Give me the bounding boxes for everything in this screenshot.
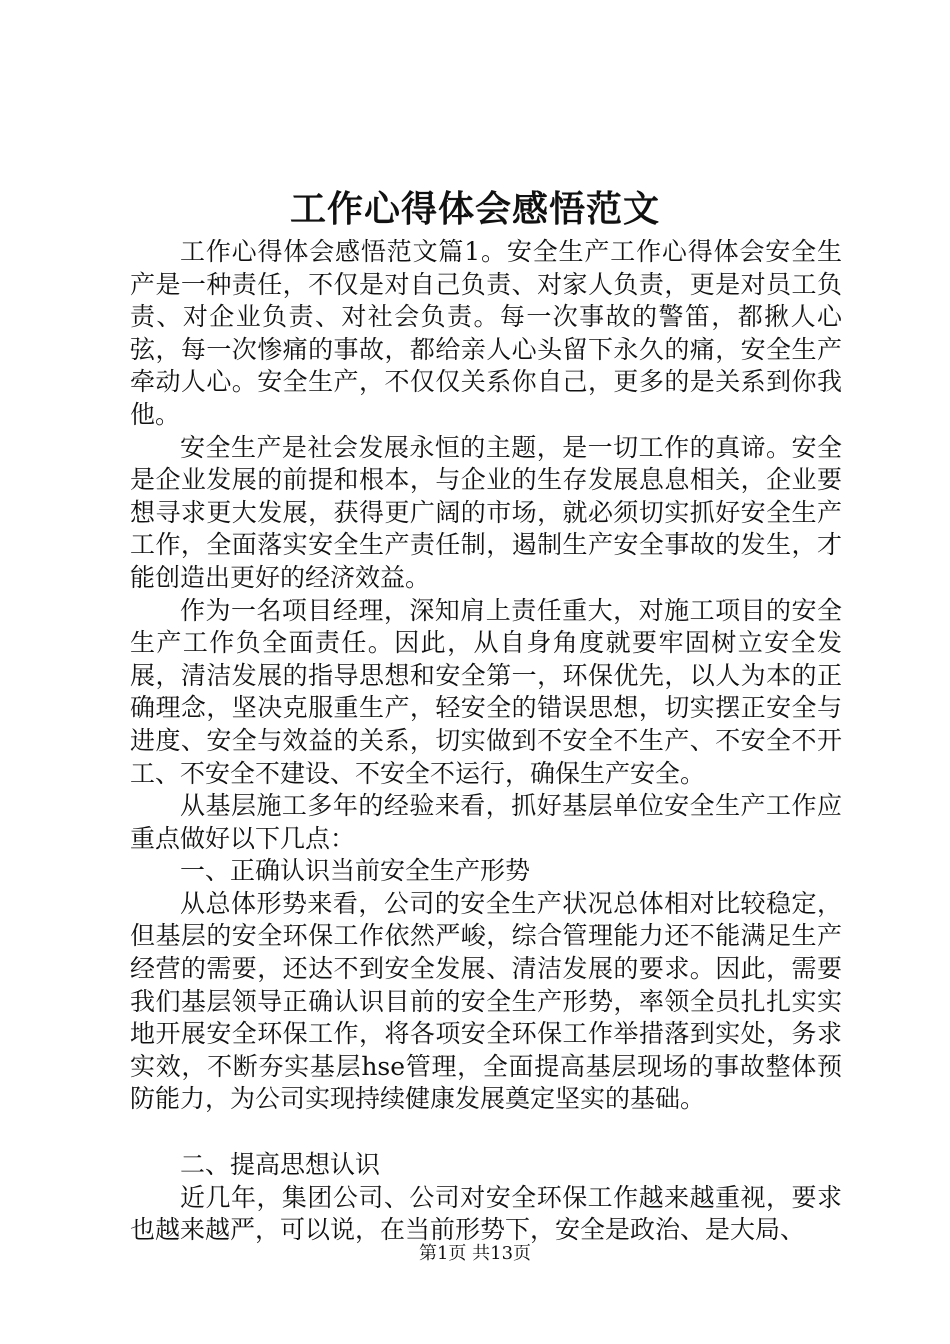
document-body	[130, 236, 842, 1247]
paragraph-6: 近几年，集团公司、公司对安全环保工作越来越重视，要求也越来越严，可以说，在当前形势下，安全是政治、是大局、	[130, 1182, 842, 1245]
paragraph-2: 安全生产是社会发展永恒的主题，是一切工作的真谛。安全是企业发展的前提和根本，与企业的生存发展息息相关，企业要想寻求更大发展，获得更广阔的市场，就必须切实抓好安全生产工作，全面落实安全生产责任制，遏制生产安全事故的发生，才能创造出更好的经济效益。	[130, 432, 842, 592]
section-heading-1: 一、正确认识当前安全生产形势	[180, 856, 531, 886]
paragraph-1: 工作心得体会感悟范文篇1。安全生产工作心得体会安全生产是一种责任，不仅是对自己负责、对家人负责，更是对员工负责、对企业负责、对社会负责。每一次事故的警笛，都揪人心弦，每一次惨痛的事故，都给亲人心头留下永久的痛，安全生产牵动人心。安全生产，不仅仅关系你自己，更多的是关系到你我他。	[130, 237, 842, 429]
paragraph-5: 从总体形势来看，公司的安全生产状况总体相对比较稳定，但基层的安全环保工作依然严峻，综合管理能力还不能满足生产经营的需要，还达不到安全发展、清洁发展的要求。因此，需要我们基层领导正确认识目前的安全生产形势，率领全员扎扎实实地开展安全环保工作，将各项安全环保工作举措落到实处，务求实效，不断夯实基层hse管理，全面提高基层现场的事故整体预防能力，为公司实现持续健康发展奠定坚实的基础。	[130, 888, 842, 1114]
paragraph-3: 作为一名项目经理，深知肩上责任重大，对施工项目的安全生产工作负全面责任。因此，从自身角度就要牢固树立安全发展，清洁发展的指导思想和安全第一，环保优先，以人为本的正确理念，坚决克服重生产，轻安全的错误思想，切实摆正安全与进度、安全与效益的关系，切实做到不安全不生产、不安全不开工、不安全不建设、不安全不运行，确保生产安全。	[130, 595, 842, 788]
document-title: 工作心得体会感悟范文	[289, 188, 660, 230]
page-footer: 第1页 共13页	[418, 1243, 532, 1264]
section-heading-2: 二、提高思想认识	[180, 1150, 381, 1180]
paragraph-4: 从基层施工多年的经验来看，抓好基层单位安全生产工作应重点做好以下几点：	[130, 791, 842, 853]
